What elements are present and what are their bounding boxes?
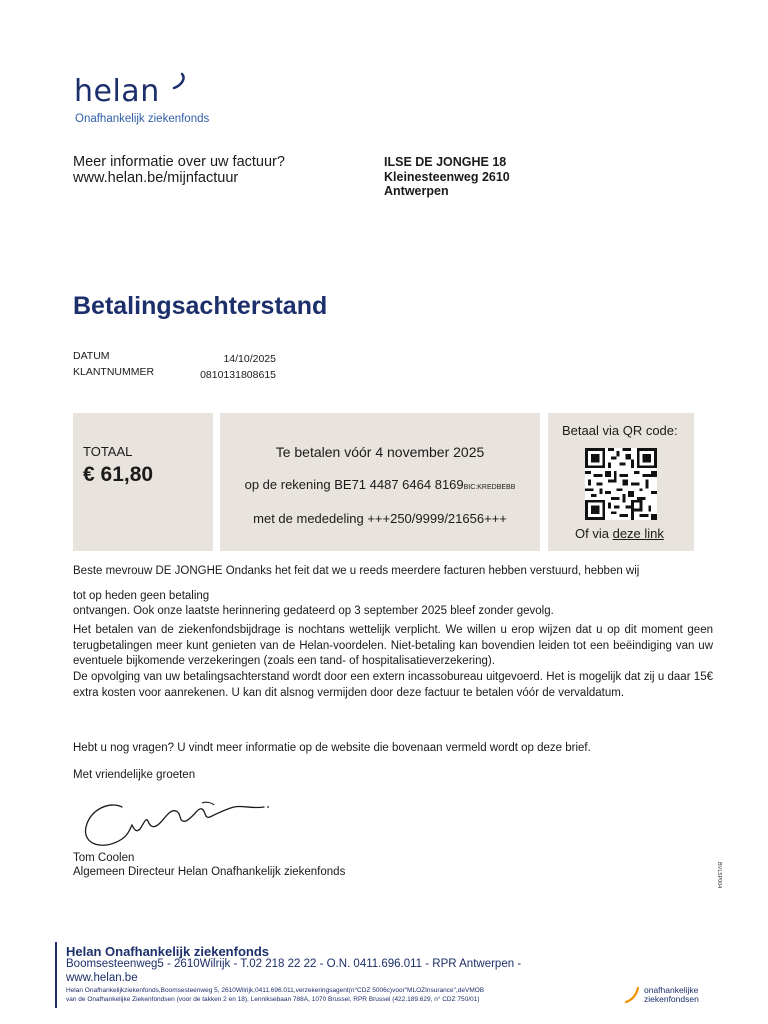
recipient-city: Antwerpen	[384, 184, 449, 198]
footer-legal-line1: Helan Onafhankelijkziekenfonds,Boomsesteenweg 5, 2610Wilrijk,0411.696.011,verzekeringsagent(n°CDZ 5006c)voor"MLOZInsurance",deVMOB	[66, 987, 485, 994]
invoice-info	[73, 154, 285, 186]
invoice-info-question: Meer informatie over uw factuur?	[73, 154, 285, 170]
signer-title: Algemeen Directeur Helan Onafhankelijk ziekenfonds	[73, 866, 346, 878]
letter-paragraph-collection: De opvolging van uw betalingsachterstand wordt door een extern incassobureau uitgevoerd. Het is mogelijk dat zij u daar 15€ extra kosten voor aanrekenen. U kan dit alsnog vermijden door deze factuur te betalen vóór de vervaldatum.	[73, 671, 713, 699]
qr-title: Betaal via QR code:	[562, 423, 678, 438]
letter-greeting-line2: tot op heden geen betaling	[73, 590, 210, 602]
account-text: op de rekening BE71 4487 6464 8169	[244, 477, 464, 492]
client-number-value: 0810131808615	[200, 369, 276, 381]
page-title: Betalingsachterstand	[73, 292, 328, 320]
qr-payment-link[interactable]: deze link	[612, 526, 664, 541]
letter-paragraph-obligation: Het betalen van de ziekenfondsbijdrage is nochtans wettelijk verplicht. We willen u erop wijzen dat u op dit moment geen terugbetalingen meer kunt genieten van de Helan-voordelen. Niet-betaling kan bovendien leiden tot een beëindiging van uw eventuele bijkomende verzekeringen (zoals een tand- of hospitalisatieverzekering).	[73, 624, 713, 667]
footer-title: Helan Onafhankelijk ziekenfonds	[66, 944, 269, 959]
recipient-address	[384, 155, 510, 199]
document-side-code: BVL5P004	[716, 862, 722, 889]
total-amount: € 61,80	[83, 463, 154, 486]
letter-paragraph-questions: Hebt u nog vragen? U vindt meer informatie op de website die bovenaan vermeld wordt op deze brief.	[73, 742, 591, 754]
footer-address: Boomsesteenweg5 - 2610Wilrijk - T.02 218 22 22 - O.N. 0411.696.011 - RPR Antwerpen - www.helan.be	[66, 958, 522, 984]
onafhankelijke-ziekenfondsen-logo-icon	[624, 985, 642, 1005]
qr-alt-prefix: Of via	[575, 526, 609, 541]
date-value: 14/10/2025	[223, 353, 276, 365]
footer-legal	[66, 987, 586, 1004]
letter-closing: Met vriendelijke groeten	[73, 769, 196, 781]
due-date-text: Te betalen vóór 4 november 2025	[275, 444, 485, 460]
footer-accent-bar	[55, 942, 57, 1008]
footer-partner-logo-text	[644, 986, 699, 1004]
date-label: DATUM	[73, 350, 110, 362]
bic-text: BIC:KREDBEBB	[463, 484, 516, 491]
account-line	[220, 477, 540, 492]
footer-logo-line2: ziekenfondsen	[644, 994, 699, 1004]
reference-text: met de mededeling +++250/9999/21656+++	[253, 511, 507, 526]
payment-qr-code-icon[interactable]	[583, 448, 659, 520]
helan-logo-subtitle: Onafhankelijk ziekenfonds	[75, 113, 210, 125]
signature-image	[82, 795, 282, 853]
invoice-info-url[interactable]: www.helan.be/mijnfactuur	[73, 170, 239, 186]
recipient-name: ILSE DE JONGHE 18	[384, 155, 507, 169]
footer-legal-line2: van de Onafhankelijke Ziekenfondsen (voor de takken 2 en 18), Lenniksebaan 788A, 1070 Brussel, RPR Brussel (422.189.629, n° CDZ 750/01)	[66, 995, 480, 1003]
client-number-label: KLANTNUMMER	[73, 366, 155, 378]
signer-name: Tom Coolen	[73, 852, 135, 864]
qr-alternative	[575, 526, 664, 541]
footer-logo-line1: onafhankelijke	[644, 985, 699, 995]
recipient-street: Kleinesteenweg 2610	[384, 169, 510, 184]
letter-greeting-line1: Beste mevrouw DE JONGHE Ondanks het feit dat we u reeds meerdere facturen hebben verstuurd, hebben wij	[73, 565, 640, 577]
signer-block	[73, 851, 345, 879]
letter-paragraph-reminder: ontvangen. Ook onze laatste herinnering gedateerd op 3 september 2025 bleef zonder gevolg.	[73, 605, 554, 617]
helan-logo-wordmark: helan	[74, 74, 160, 109]
total-label: TOTAAL	[83, 444, 133, 459]
helan-logo-arc-icon	[168, 72, 190, 92]
